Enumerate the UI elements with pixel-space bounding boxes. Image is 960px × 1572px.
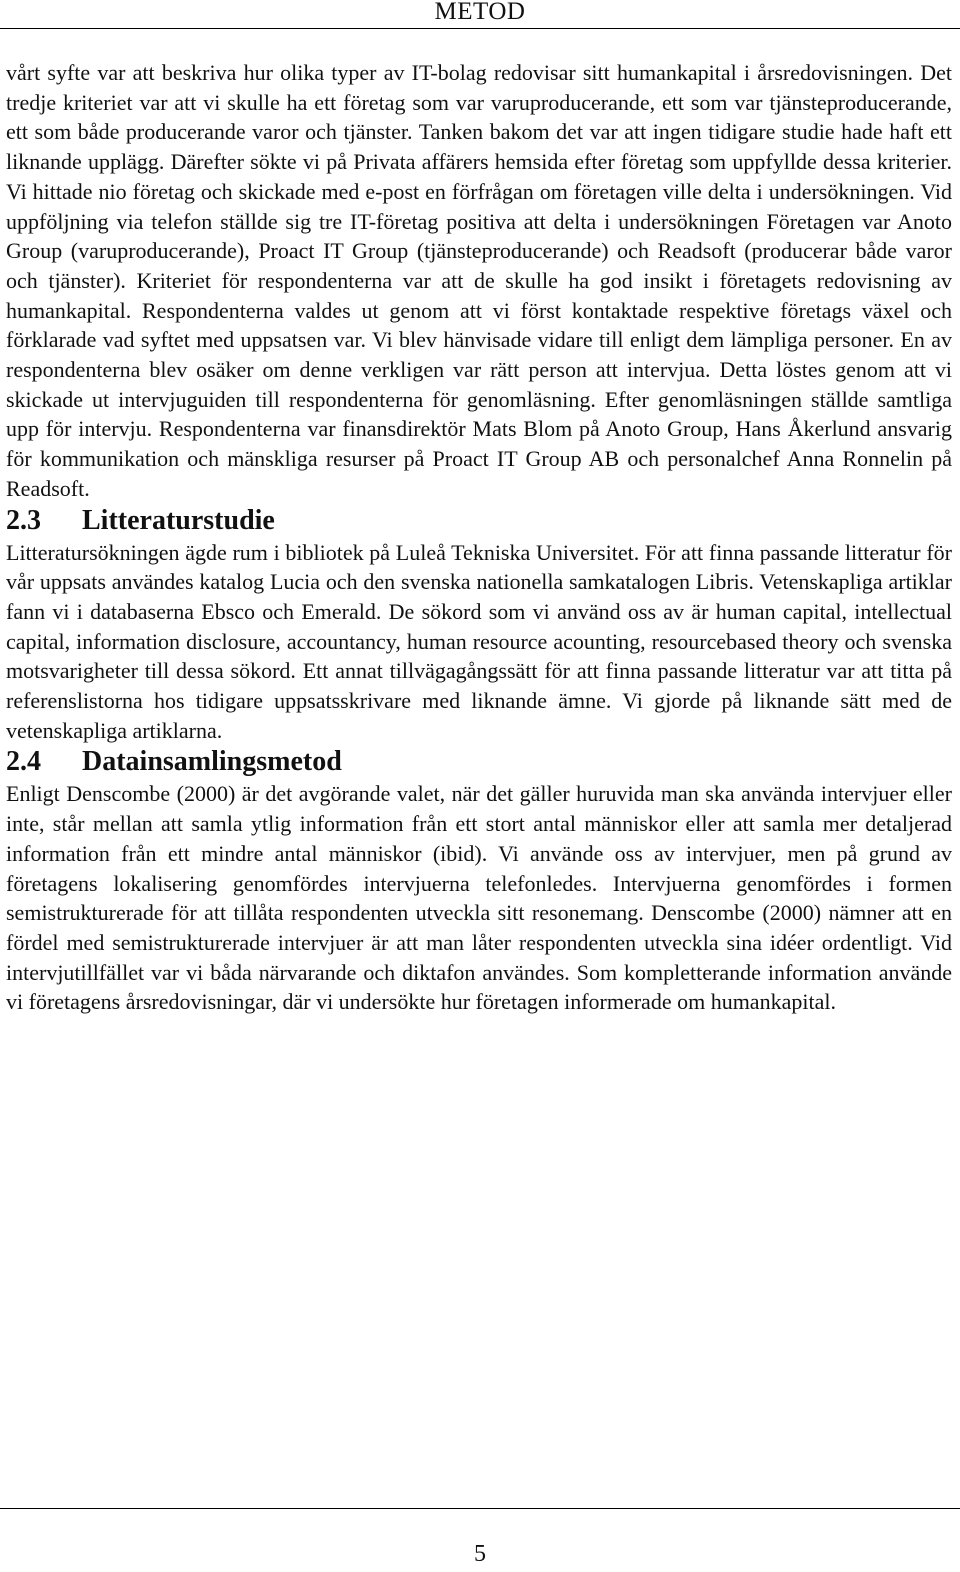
- datainsamlingsmetod-paragraph: Enligt Denscombe (2000) är det avgörande valet, när det gäller huruvida man ska använda intervjuer eller inte, står mellan att samla ytlig information från ett stort antal människor eller att samla mer detaljerad information från ett mindre antal människor (ibid). Vi använde oss av intervjuer, men på grund av företagens lokalisering genomfördes intervjuerna telefonledes. Intervjuerna genomfördes i formen semistrukturerade för att tillåta respondenten utveckla sitt resonemang. Denscombe (2000) nämner att en fördel med semistrukturerade intervjuer är att man låter respondenten utveckla sina idéer ordentligt. Vid intervjutillfället var vi båda närvarande och diktafon användes. Som kompletterande information använde vi företagens årsredovisningar, där vi undersökte hur företagen informerade om humankapital.: [6, 781, 952, 1015]
- intro-paragraph: vårt syfte var att beskriva hur olika typer av IT-bolag redovisar sitt humankapital i årsredovisningen. Det tredje kriteriet var att vi skulle ha ett företag som var varuproducerande, ett som var tjänsteproducerande, ett som både producerande varor och tjänster. Tanken bakom det var att ingen tidigare studie hade haft ett liknande upplägg. Därefter sökte vi på Privata affärers hemsida efter företag som uppfyllde dessa kriterier. Vi hittade nio företag och skickade med e-post en förfrågan om företagen ville delta i undersökningen. Vid uppföljning via telefon ställde sig tre IT-företag positiva att delta i undersökningen Företagen var Anoto Group (varuproducerande), Proact IT Group (tjänsteproducerande) och Readsoft (producerar både varor och tjänster). Kriteriet för respondenterna var att de skulle ha god insikt i företagets redovisning av humankapital. Respondenterna valdes ut genom att vi först kontaktade respektive företags växel och förklarade vad syftet med uppsatsen var. Vi blev hänvisade vidare till enligt dem lämpliga personer. En av respondenterna blev osäker om denne verkligen var rätt person att intervjua. Detta löstes genom att vi skickade ut intervjuguiden till respondenterna för genomläsning. Efter genomläsningen ställde samtliga upp för intervju. Respondenterna var finansdirektör Mats Blom på Anoto Group, Hans Åkerlund ansvarig för kommunikation och mänskliga resurser på Proact IT Group AB och personalchef Anna Ronnelin på Readsoft.: [6, 60, 952, 501]
- running-header: [0, 0, 960, 29]
- section-heading-datainsamlingsmetod: [6, 745, 952, 779]
- litteraturstudie-paragraph: Litteratursökningen ägde rum i bibliotek på Luleå Tekniska Universitet. För att finna passande litteratur för vår uppsats användes katalog Lucia och den svenska nationella samkatalogen Libris. Vetenskapliga artiklar fann vi i databaserna Ebsco och Emerald. De sökord som vi använd oss av är human capital, intellectual capital, information disclosure, accountancy, human resource acounting, resourcebased theory och svenska motsvarigheter till dessa sökord. Ett annat tillvägagångssätt för att finna passande litteratur var att titta på referenslistorna hos tidigare uppsatsskrivare med liknande ämne. Vi gjorde på liknande sätt med de vetenskapliga artiklarna.: [6, 539, 952, 743]
- section-number: 2.3: [6, 504, 41, 536]
- page-body: [6, 58, 952, 1017]
- section-heading-litteraturstudie: [6, 504, 952, 538]
- running-header-title: METOD: [434, 0, 526, 25]
- section-title: Datainsamlingsmetod: [82, 746, 342, 778]
- section-number: 2.4: [6, 746, 41, 778]
- footer-divider: [0, 1508, 960, 1509]
- page-number: 5: [474, 1541, 486, 1567]
- section-title: Litteraturstudie: [82, 504, 275, 536]
